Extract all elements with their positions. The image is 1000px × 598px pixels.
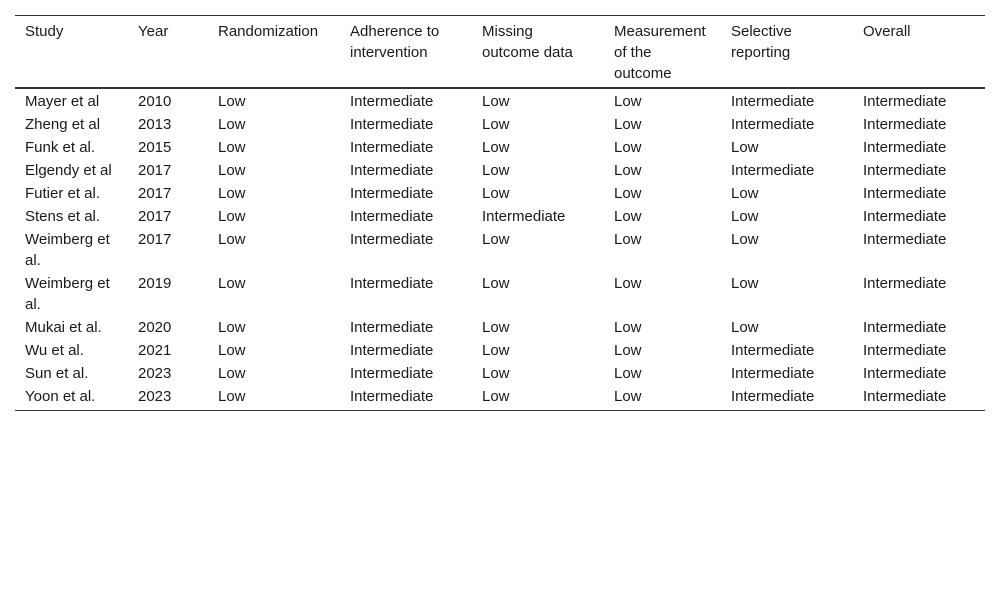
cell-missing-data: Low	[482, 162, 510, 179]
cell-adherence: Intermediate	[350, 162, 434, 179]
cell-missing-data: Low	[482, 139, 510, 156]
cell-overall: Intermediate	[863, 185, 947, 202]
cell-randomization: Low	[218, 93, 246, 110]
cell-year: 2010	[138, 93, 172, 110]
cell-measurement: Low	[614, 116, 642, 133]
cell-study: Sun et al.	[25, 365, 89, 382]
cell-selective-reporting: Low	[731, 139, 759, 156]
cell-randomization: Low	[218, 275, 246, 292]
cell-overall: Intermediate	[863, 388, 947, 405]
cell-year: 2017	[138, 185, 172, 202]
table-row	[15, 316, 985, 339]
header-overall: Overall	[863, 23, 911, 40]
cell-randomization: Low	[218, 388, 246, 405]
cell-missing-data: Low	[482, 275, 510, 292]
cell-selective-reporting: Intermediate	[731, 388, 815, 405]
cell-study: Futier et al.	[25, 185, 101, 202]
cell-adherence: Intermediate	[350, 275, 434, 292]
cell-randomization: Low	[218, 116, 246, 133]
cell-randomization: Low	[218, 365, 246, 382]
table-body	[15, 88, 985, 411]
cell-year: 2017	[138, 162, 172, 179]
cell-overall: Intermediate	[863, 275, 947, 292]
cell-measurement: Low	[614, 365, 642, 382]
header-measurement: Measurement of the outcome	[614, 23, 706, 82]
cell-study: Elgendy et al	[25, 162, 112, 179]
cell-randomization: Low	[218, 162, 246, 179]
cell-year: 2015	[138, 139, 172, 156]
cell-year: 2017	[138, 208, 172, 225]
cell-study: Mayer et al	[25, 93, 100, 110]
cell-randomization: Low	[218, 342, 246, 359]
cell-overall: Intermediate	[863, 162, 947, 179]
cell-adherence: Intermediate	[350, 231, 434, 248]
cell-year: 2017	[138, 231, 172, 248]
cell-adherence: Intermediate	[350, 342, 434, 359]
cell-measurement: Low	[614, 185, 642, 202]
header-missing-data: Missing outcome data	[482, 23, 573, 61]
cell-selective-reporting: Low	[731, 208, 759, 225]
cell-adherence: Intermediate	[350, 116, 434, 133]
header-row	[15, 16, 985, 89]
cell-missing-data: Low	[482, 116, 510, 133]
cell-overall: Intermediate	[863, 139, 947, 156]
cell-year: 2020	[138, 319, 172, 336]
risk-of-bias-table	[15, 15, 985, 411]
cell-selective-reporting: Intermediate	[731, 365, 815, 382]
cell-measurement: Low	[614, 319, 642, 336]
header-year: Year	[138, 23, 169, 40]
cell-measurement: Low	[614, 275, 642, 292]
cell-missing-data: Intermediate	[482, 208, 566, 225]
cell-selective-reporting: Intermediate	[731, 116, 815, 133]
cell-adherence: Intermediate	[350, 208, 434, 225]
table-header	[15, 16, 985, 89]
cell-measurement: Low	[614, 208, 642, 225]
cell-study: Mukai et al.	[25, 319, 102, 336]
cell-randomization: Low	[218, 185, 246, 202]
cell-year: 2019	[138, 275, 172, 292]
cell-overall: Intermediate	[863, 116, 947, 133]
cell-study: Yoon et al.	[25, 388, 96, 405]
cell-missing-data: Low	[482, 231, 510, 248]
table-row	[15, 362, 985, 385]
cell-overall: Intermediate	[863, 231, 947, 248]
cell-adherence: Intermediate	[350, 388, 434, 405]
table-row	[15, 136, 985, 159]
cell-randomization: Low	[218, 319, 246, 336]
cell-adherence: Intermediate	[350, 185, 434, 202]
table-row	[15, 113, 985, 136]
cell-adherence: Intermediate	[350, 319, 434, 336]
cell-study: Wu et al.	[25, 342, 84, 359]
cell-missing-data: Low	[482, 93, 510, 110]
cell-study: Weimberg et al.	[25, 231, 110, 269]
table-row	[15, 205, 985, 228]
cell-overall: Intermediate	[863, 208, 947, 225]
cell-measurement: Low	[614, 93, 642, 110]
cell-study: Weimberg et al.	[25, 275, 110, 313]
cell-missing-data: Low	[482, 365, 510, 382]
cell-selective-reporting: Low	[731, 275, 759, 292]
table-row	[15, 228, 985, 272]
cell-overall: Intermediate	[863, 342, 947, 359]
table-row	[15, 182, 985, 205]
cell-selective-reporting: Intermediate	[731, 342, 815, 359]
cell-overall: Intermediate	[863, 319, 947, 336]
cell-missing-data: Low	[482, 319, 510, 336]
cell-selective-reporting: Low	[731, 319, 759, 336]
cell-missing-data: Low	[482, 342, 510, 359]
table-row	[15, 88, 985, 113]
cell-study: Funk et al.	[25, 139, 96, 156]
cell-measurement: Low	[614, 231, 642, 248]
cell-overall: Intermediate	[863, 93, 947, 110]
header-selective-reporting: Selective reporting	[731, 23, 792, 61]
table-row	[15, 339, 985, 362]
cell-adherence: Intermediate	[350, 139, 434, 156]
header-randomization: Randomization	[218, 23, 319, 40]
table-row	[15, 272, 985, 316]
cell-year: 2021	[138, 342, 172, 359]
cell-overall: Intermediate	[863, 365, 947, 382]
table-row	[15, 385, 985, 411]
cell-adherence: Intermediate	[350, 365, 434, 382]
cell-randomization: Low	[218, 208, 246, 225]
cell-year: 2023	[138, 365, 172, 382]
cell-year: 2023	[138, 388, 172, 405]
cell-selective-reporting: Intermediate	[731, 162, 815, 179]
cell-measurement: Low	[614, 162, 642, 179]
header-adherence: Adherence to intervention	[350, 23, 440, 61]
cell-study: Stens et al.	[25, 208, 101, 225]
risk-of-bias-table-container	[15, 15, 985, 411]
cell-study: Zheng et al	[25, 116, 101, 133]
cell-selective-reporting: Low	[731, 231, 759, 248]
cell-measurement: Low	[614, 342, 642, 359]
cell-measurement: Low	[614, 388, 642, 405]
cell-randomization: Low	[218, 139, 246, 156]
cell-randomization: Low	[218, 231, 246, 248]
cell-year: 2013	[138, 116, 172, 133]
cell-missing-data: Low	[482, 388, 510, 405]
cell-adherence: Intermediate	[350, 93, 434, 110]
cell-measurement: Low	[614, 139, 642, 156]
table-row	[15, 159, 985, 182]
cell-selective-reporting: Low	[731, 185, 759, 202]
cell-selective-reporting: Intermediate	[731, 93, 815, 110]
cell-missing-data: Low	[482, 185, 510, 202]
header-study: Study	[25, 23, 64, 40]
